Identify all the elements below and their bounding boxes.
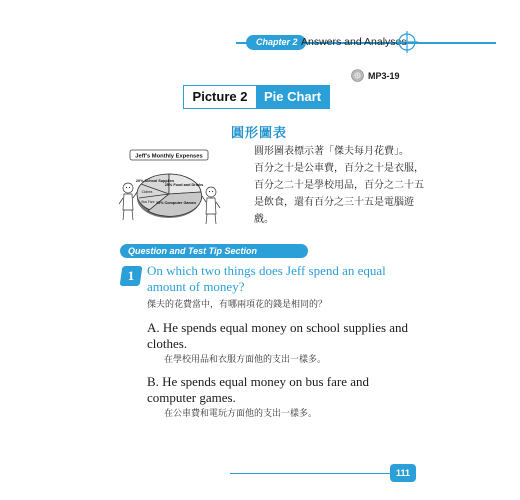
footer-rule: [230, 473, 413, 474]
question-number: 1: [127, 268, 135, 283]
option-b-zh: 在公車費和電玩方面他的支出一樣多。: [164, 409, 318, 419]
slice-label-school: 20% School Supplies: [135, 179, 175, 183]
description-line: 戲。: [254, 214, 274, 225]
option-a-zh: 在學校用品和衣服方面他的支出一樣多。: [164, 355, 327, 365]
question-section-heading: Question and Test Tip Section: [120, 244, 308, 258]
chapter-badge: Chapter 2: [246, 35, 306, 50]
question-text-en: On which two things does Jeff spend an equal amount of money?: [147, 263, 386, 294]
option-a[interactable]: [147, 320, 417, 352]
picture-number: Picture 2: [184, 86, 256, 108]
description-line: 圓形圖表標示著「傑夫每月花費」。: [254, 146, 409, 157]
audio-track[interactable]: [351, 69, 400, 82]
pie-chart-illustration: [118, 148, 222, 230]
option-letter: A.: [147, 320, 160, 335]
cd-icon: [351, 69, 364, 82]
crosshair-icon: [396, 31, 418, 53]
chapter-title: Answers and Analyses: [301, 36, 407, 48]
audio-label: MP3-19: [368, 70, 400, 81]
illustration-title: Jeff's Monthly Expenses: [135, 153, 203, 160]
slice-label-food: 25% Food and Drinks: [164, 183, 204, 187]
description-line: 百分之二十是學校用品，百分之二十五: [254, 180, 424, 191]
description-line: 是飲食，還有百分之三十五是電腦遊: [254, 197, 414, 208]
picture-description: [254, 143, 424, 228]
question-number-badge: [121, 266, 141, 286]
option-letter: B.: [147, 374, 159, 389]
picture-type: Pie Chart: [256, 86, 329, 108]
picture-label-box: [183, 85, 330, 109]
option-text: He spends equal money on bus fare and computer games.: [147, 374, 370, 405]
option-b[interactable]: [147, 374, 417, 406]
slice-label-clothes: Clothes: [141, 190, 153, 194]
picture-zh-title: 圓形圖表: [231, 126, 288, 141]
slice-label-bus: Bus Fare: [141, 200, 155, 204]
question-text-zh: 傑夫的花費當中，有哪兩項花的錢是相同的？: [147, 300, 328, 310]
page-number: 111: [390, 464, 416, 482]
option-text: He spends equal money on school supplies and clothes.: [147, 320, 409, 351]
slice-label-games: 35% Computer Games: [155, 201, 197, 205]
description-line: 百分之十是公車費，百分之十是衣服，: [254, 163, 424, 174]
